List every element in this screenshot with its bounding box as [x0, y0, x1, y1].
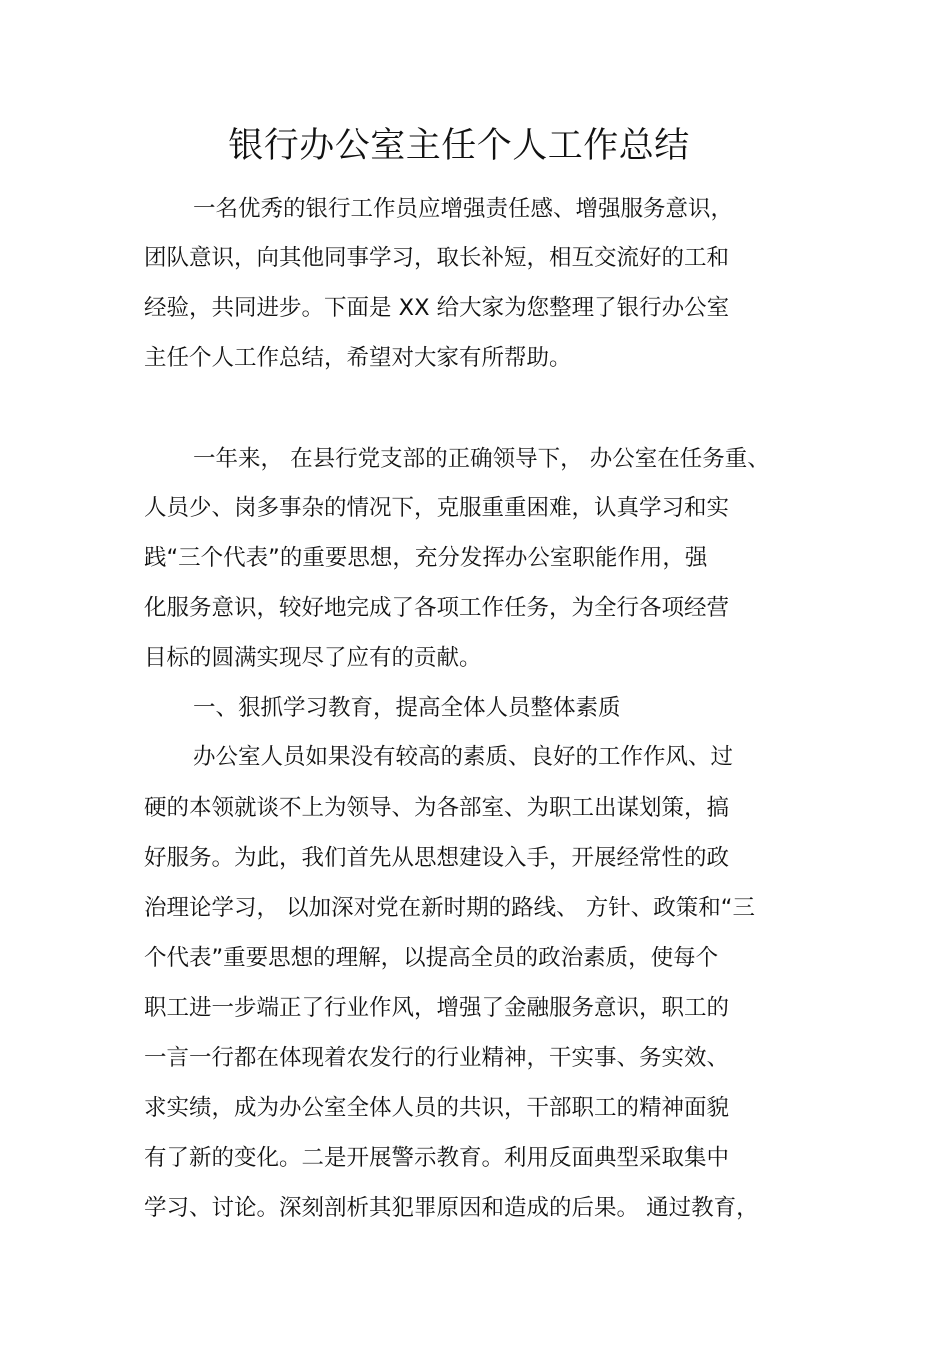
paragraph-line: 治理论学习， 以加深对党在新时期的路线、 方针、政策和“三 — [144, 895, 755, 921]
paragraph-line: 化服务意识，较好地完成了各项工作任务，为全行各项经营 — [144, 595, 730, 621]
paragraph-line: 一年来， 在县行党支部的正确领导下， 办公室在任务重、 — [193, 446, 770, 472]
section-heading: 一、狠抓学习教育，提高全体人员整体素质 — [193, 695, 621, 721]
paragraph-line: 硬的本领就谈不上为领导、为各部室、为职工出谋划策，搞 — [144, 795, 730, 821]
paragraph-line: 主任个人工作总结，希望对大家有所帮助。 — [144, 345, 572, 371]
paragraph-line: 一名优秀的银行工作员应增强责任感、增强服务意识， — [193, 196, 734, 222]
paragraph-line: 个代表”重要思想的理解，以提高全员的政治素质，使每个 — [144, 945, 719, 971]
paragraph-line: 求实绩，成为办公室全体人员的共识，干部职工的精神面貌 — [144, 1095, 730, 1121]
paragraph-line: 办公室人员如果没有较高的素质、良好的工作作风、过 — [193, 744, 734, 770]
paragraph-line: 经验，共同进步。下面是 XX 给大家为您整理了银行办公室 — [144, 295, 730, 321]
paragraph-line: 一言一行都在体现着农发行的行业精神，干实事、务实效、 — [144, 1045, 730, 1071]
document-title: 银行办公室主任个人工作总结 — [228, 126, 690, 166]
paragraph-line: 团队意识，向其他同事学习，取长补短，相互交流好的工和 — [144, 245, 730, 271]
paragraph-line: 有了新的变化。二是开展警示教育。利用反面典型采取集中 — [144, 1145, 730, 1171]
paragraph-line: 好服务。为此，我们首先从思想建设入手，开展经常性的政 — [144, 845, 730, 871]
paragraph-line: 学习、讨论。深刻剖析其犯罪原因和造成的后果。 通过教育， — [144, 1195, 759, 1221]
paragraph-line: 职工进一步端正了行业作风，增强了金融服务意识，职工的 — [144, 995, 730, 1021]
paragraph-line: 目标的圆满实现尽了应有的贡献。 — [144, 645, 482, 671]
paragraph-line: 人员少、岗多事杂的情况下，克服重重困难，认真学习和实 — [144, 495, 730, 521]
paragraph-line: 践“三个代表”的重要思想，充分发挥办公室职能作用，强 — [144, 545, 708, 571]
